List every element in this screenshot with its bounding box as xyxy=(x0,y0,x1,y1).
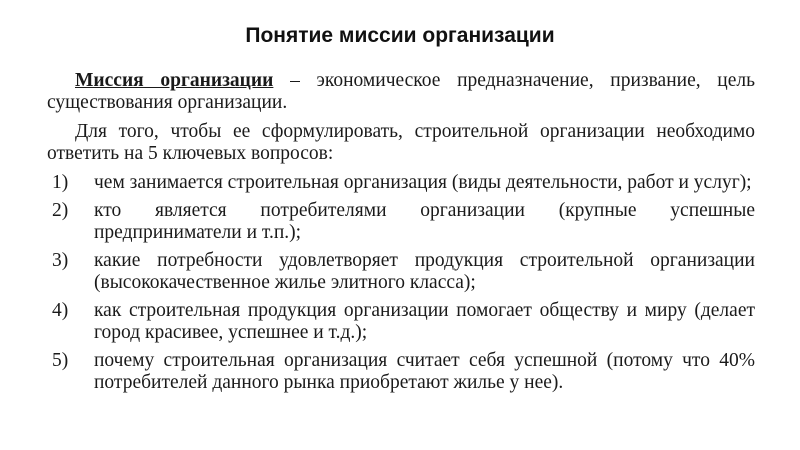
slide-title: Понятие миссии организации xyxy=(245,24,555,47)
list-item-number: 3) xyxy=(52,250,69,271)
list-item-number: 5) xyxy=(52,350,69,371)
definition-term: Миссия организации xyxy=(75,70,274,91)
list-item-text: какие потребности удовлетворяет продукция строительной организации (высококачественное жилье элитного класса); xyxy=(94,250,755,293)
list-item-text: чем занимается строительная организация (виды деятельности, работ и услуг); xyxy=(94,172,752,193)
slide-body xyxy=(47,70,755,400)
list-item xyxy=(47,300,755,344)
list-item xyxy=(47,350,755,394)
list-item-number: 2) xyxy=(52,200,69,221)
list-item-text: как строительная продукция организации помогает обществу и миру (делает город красивее, успешнее и т.д.); xyxy=(94,300,755,343)
list-item-text: кто является потребителями организации (крупные успешные предприниматели и т.п.); xyxy=(94,200,755,243)
list-item xyxy=(47,172,755,194)
definition-text: – экономическое предназначение, призвание, цель существования организации. xyxy=(47,70,755,113)
questions-list xyxy=(47,172,755,394)
list-item-number: 1) xyxy=(52,172,69,193)
list-item-number: 4) xyxy=(52,300,69,321)
list-item xyxy=(47,250,755,294)
list-item-text: почему строительная организация считает себя успешной (потому что 40% потребителей данного рынка приобретают жилье у нее). xyxy=(94,350,755,393)
intro-paragraph: Для того, чтобы ее сформулировать, строительной организации необходимо ответить на 5 ключевых вопросов: xyxy=(47,121,755,164)
list-item xyxy=(47,200,755,244)
definition-paragraph xyxy=(47,70,755,114)
